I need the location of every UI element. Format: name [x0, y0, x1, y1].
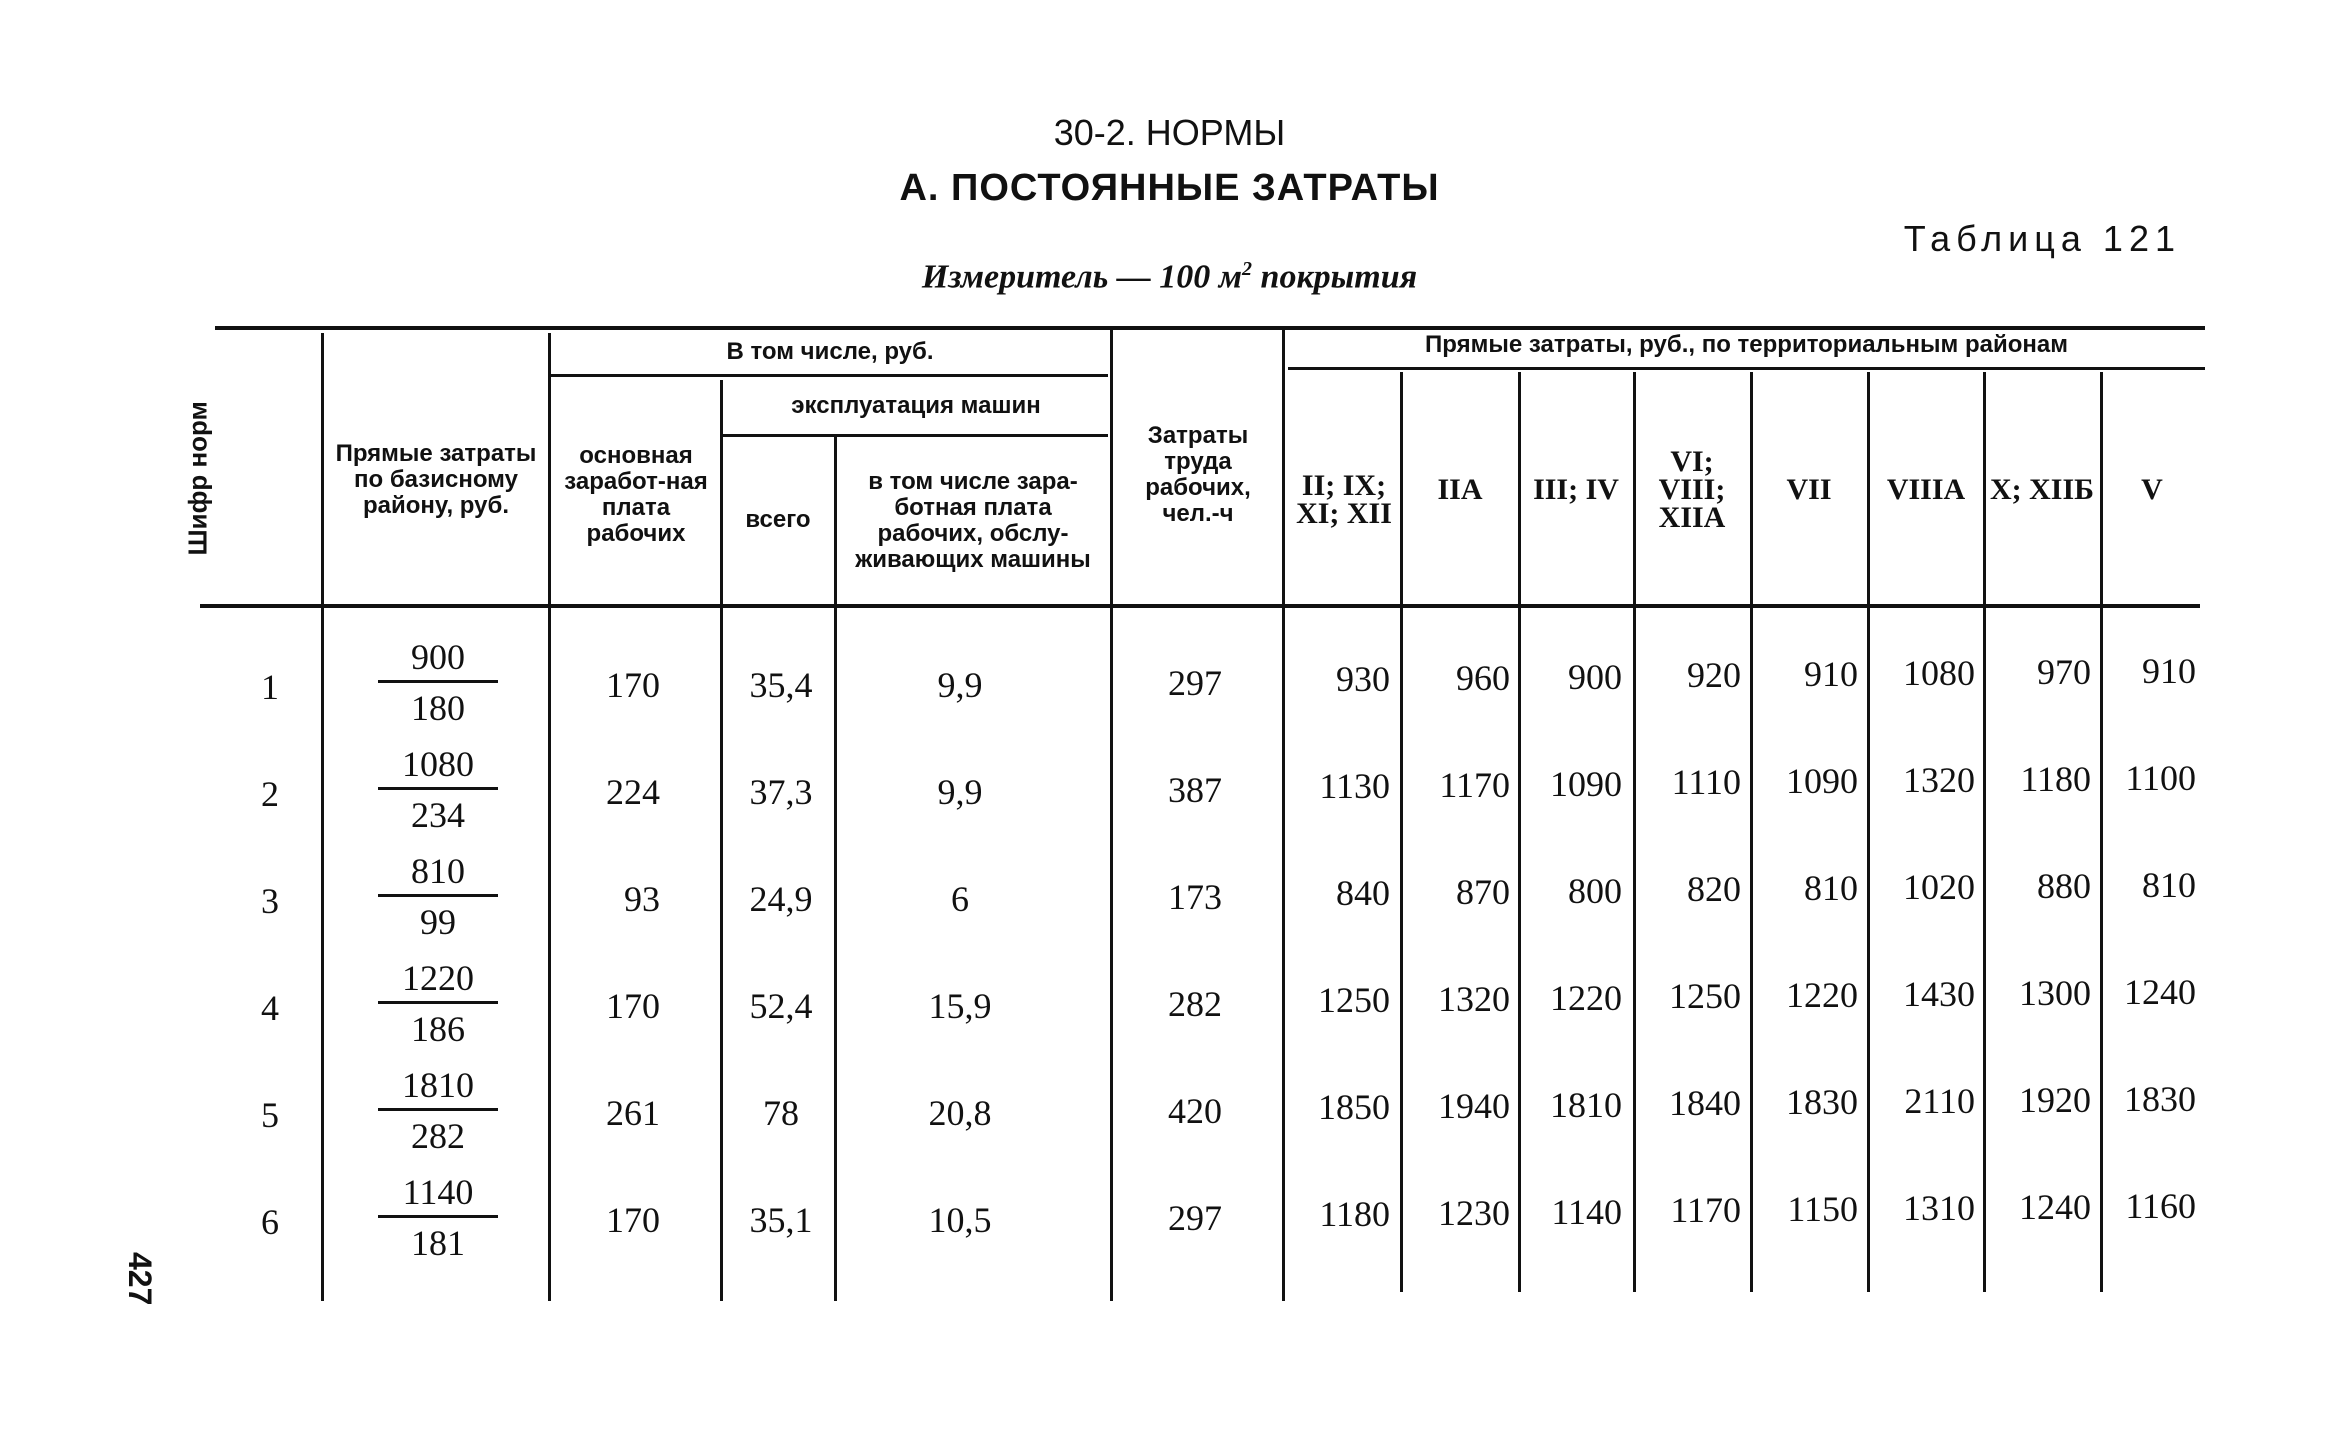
- header-bottom-rule: [200, 604, 2200, 608]
- base-cost-fraction: [378, 743, 498, 836]
- row-code: 5: [261, 1095, 279, 1135]
- region-cost-value: 810: [1804, 868, 1858, 908]
- col-divider: [1633, 372, 1636, 1292]
- machines-wages-value: 10,5: [928, 1200, 992, 1240]
- base-cost-wages-value: 99: [420, 902, 456, 942]
- measure-caption: Измеритель — 100 $м^2$ покрытия: [921, 258, 1418, 296]
- region-cost-value: 1940: [1438, 1086, 1510, 1126]
- machines-total-value: 35,1: [749, 1200, 813, 1240]
- col-divider: [1867, 372, 1870, 1292]
- region-cost-value: 1220: [1786, 975, 1858, 1015]
- base-cost-wages-value: 180: [411, 688, 465, 728]
- region-cost-value: 1320: [1903, 760, 1975, 800]
- col-divider: [1518, 372, 1521, 1292]
- region-cost-value: 1810: [1550, 1085, 1622, 1125]
- row-code: 6: [261, 1202, 279, 1242]
- machines-wages-value: 6: [951, 879, 969, 919]
- base-cost-fraction: [378, 957, 498, 1050]
- region-cost-value: 1140: [1551, 1192, 1622, 1232]
- row-code: 4: [261, 988, 279, 1028]
- row-code: 1: [261, 667, 279, 707]
- base-cost-wages-value: 234: [411, 795, 465, 835]
- col-divider: [548, 333, 551, 1301]
- machines-total-value: 24,9: [749, 879, 813, 919]
- base-cost-fraction: [378, 850, 498, 943]
- labor-value: 282: [1168, 984, 1222, 1024]
- region-cost-value: 1830: [1786, 1082, 1858, 1122]
- regions-rule: [1288, 367, 2205, 370]
- machines-wages-value: 9,9: [937, 665, 983, 705]
- region-cost-value: 1170: [1439, 765, 1510, 805]
- header-region: VII: [1786, 473, 1832, 506]
- wages-value: 170: [606, 665, 660, 705]
- col-divider: [1110, 330, 1113, 1301]
- header-region: V: [2141, 473, 2163, 506]
- region-cost-value: 920: [1687, 655, 1741, 695]
- base-cost-value: 1810: [378, 1064, 498, 1111]
- region-cost-value: 1100: [2125, 758, 2196, 798]
- table-label: Таблица 121: [1903, 218, 2181, 259]
- base-cost-wages-value: 282: [411, 1116, 465, 1156]
- region-cost-value: 1430: [1903, 974, 1975, 1014]
- machines-total-value: 35,4: [749, 665, 813, 705]
- wages-value: 224: [606, 772, 660, 812]
- col-divider: [321, 333, 324, 1301]
- machines-wages-value: 9,9: [937, 772, 983, 812]
- region-cost-value: 1180: [2020, 759, 2091, 799]
- header-region: X; XIIБ: [1989, 473, 2094, 506]
- region-cost-value: 840: [1336, 873, 1390, 913]
- region-cost-value: 910: [1804, 654, 1858, 694]
- col-divider: [1983, 372, 1986, 1292]
- region-cost-value: 1850: [1318, 1087, 1390, 1127]
- machines-rule: [722, 434, 1108, 437]
- region-cost-value: 870: [1456, 872, 1510, 912]
- region-cost-value: 1310: [1903, 1188, 1975, 1228]
- header-labor: Затраты труда рабочих, чел.-ч: [1145, 422, 1251, 527]
- base-cost-value: 1080: [378, 743, 498, 790]
- base-cost-value: 1220: [378, 957, 498, 1004]
- header-region: III; IV: [1533, 473, 1619, 506]
- header-region: VIIIA: [1886, 473, 1966, 506]
- region-cost-value: 880: [2037, 866, 2091, 906]
- region-cost-value: 1090: [1786, 761, 1858, 801]
- region-cost-value: 1320: [1438, 979, 1510, 1019]
- region-cost-value: 1150: [1787, 1189, 1858, 1229]
- region-cost-value: 1920: [2019, 1080, 2091, 1120]
- region-cost-value: 2110: [1904, 1081, 1975, 1121]
- base-cost-wages-value: 181: [411, 1223, 465, 1263]
- region-cost-value: 1230: [1438, 1193, 1510, 1233]
- region-cost-value: 1240: [2124, 972, 2196, 1012]
- wages-value: 93: [624, 879, 660, 919]
- header-wages: основная заработ-ная плата рабочих: [564, 442, 708, 547]
- base-cost-value: 810: [378, 850, 498, 897]
- region-cost-value: 1170: [1670, 1190, 1741, 1230]
- including-rule: [548, 374, 1108, 377]
- page-number: 427: [122, 1252, 158, 1306]
- region-cost-value: 1250: [1669, 976, 1741, 1016]
- wages-value: 170: [606, 1200, 660, 1240]
- region-cost-value: 1300: [2019, 973, 2091, 1013]
- col-divider: [2100, 372, 2103, 1292]
- header-including: В том числе, руб.: [726, 338, 934, 365]
- labor-value: 297: [1168, 1198, 1222, 1238]
- header-region: II; IX; XI; XII: [1296, 469, 1392, 530]
- region-cost-value: 970: [2037, 652, 2091, 692]
- labor-value: 387: [1168, 770, 1222, 810]
- region-cost-value: 930: [1336, 659, 1390, 699]
- header-machines: эксплуатация машин: [791, 392, 1041, 419]
- wages-value: 261: [606, 1093, 660, 1133]
- region-cost-value: 1840: [1669, 1083, 1741, 1123]
- region-cost-value: 1830: [2124, 1079, 2196, 1119]
- region-cost-value: 900: [1568, 657, 1622, 697]
- region-cost-value: 1180: [1319, 1194, 1390, 1234]
- region-cost-value: 1020: [1903, 867, 1975, 907]
- col-divider: [720, 380, 723, 1301]
- region-cost-value: 1130: [1319, 766, 1390, 806]
- labor-value: 173: [1168, 877, 1222, 917]
- region-cost-value: 810: [2142, 865, 2196, 905]
- col-divider: [1750, 372, 1753, 1292]
- machines-total-value: 52,4: [749, 986, 813, 1026]
- base-cost-value: 1140: [378, 1171, 498, 1218]
- section-title: 30-2. НОРМЫ: [1053, 112, 1286, 153]
- labor-value: 297: [1168, 663, 1222, 703]
- region-cost-value: 820: [1687, 869, 1741, 909]
- header-base-cost: Прямые затраты по базисному району, руб.: [335, 440, 537, 519]
- header-region: IIA: [1437, 473, 1483, 506]
- row-code: 2: [261, 774, 279, 814]
- base-cost-fraction: [378, 636, 498, 729]
- machines-wages-value: 15,9: [928, 986, 992, 1026]
- machines-total-value: 37,3: [749, 772, 813, 812]
- region-cost-value: 800: [1568, 871, 1622, 911]
- base-cost-value: 900: [378, 636, 498, 683]
- col-divider: [1400, 372, 1403, 1292]
- region-cost-value: 1090: [1550, 764, 1622, 804]
- col-divider: [834, 437, 837, 1301]
- row-code: 3: [261, 881, 279, 921]
- region-cost-value: 960: [1456, 658, 1510, 698]
- header-code: Шифр норм: [182, 401, 213, 556]
- header-machines-wages: в том числе зара-ботная плата рабочих, обслу-живающих машины: [855, 468, 1091, 573]
- region-cost-value: 1110: [1671, 762, 1741, 802]
- region-cost-value: 1080: [1903, 653, 1975, 693]
- machines-wages-value: 20,8: [928, 1093, 992, 1133]
- header-region: VI; VIII; XIIA: [1658, 445, 1726, 534]
- header-machines-total: всего: [745, 506, 811, 533]
- region-cost-value: 1160: [2125, 1186, 2196, 1226]
- machines-total-value: 78: [763, 1093, 799, 1133]
- region-cost-value: 910: [2142, 651, 2196, 691]
- region-cost-value: 1250: [1318, 980, 1390, 1020]
- subsection-title: А. ПОСТОЯННЫЕ ЗАТРАТЫ: [899, 167, 1440, 209]
- labor-value: 420: [1168, 1091, 1222, 1131]
- col-divider: [1282, 330, 1285, 1301]
- wages-value: 170: [606, 986, 660, 1026]
- region-cost-value: 1220: [1550, 978, 1622, 1018]
- region-cost-value: 1240: [2019, 1187, 2091, 1227]
- base-cost-fraction: [378, 1064, 498, 1157]
- base-cost-fraction: [378, 1171, 498, 1264]
- base-cost-wages-value: 186: [411, 1009, 465, 1049]
- header-regions-title: Прямые затраты, руб., по территориальным районам: [1425, 331, 2068, 358]
